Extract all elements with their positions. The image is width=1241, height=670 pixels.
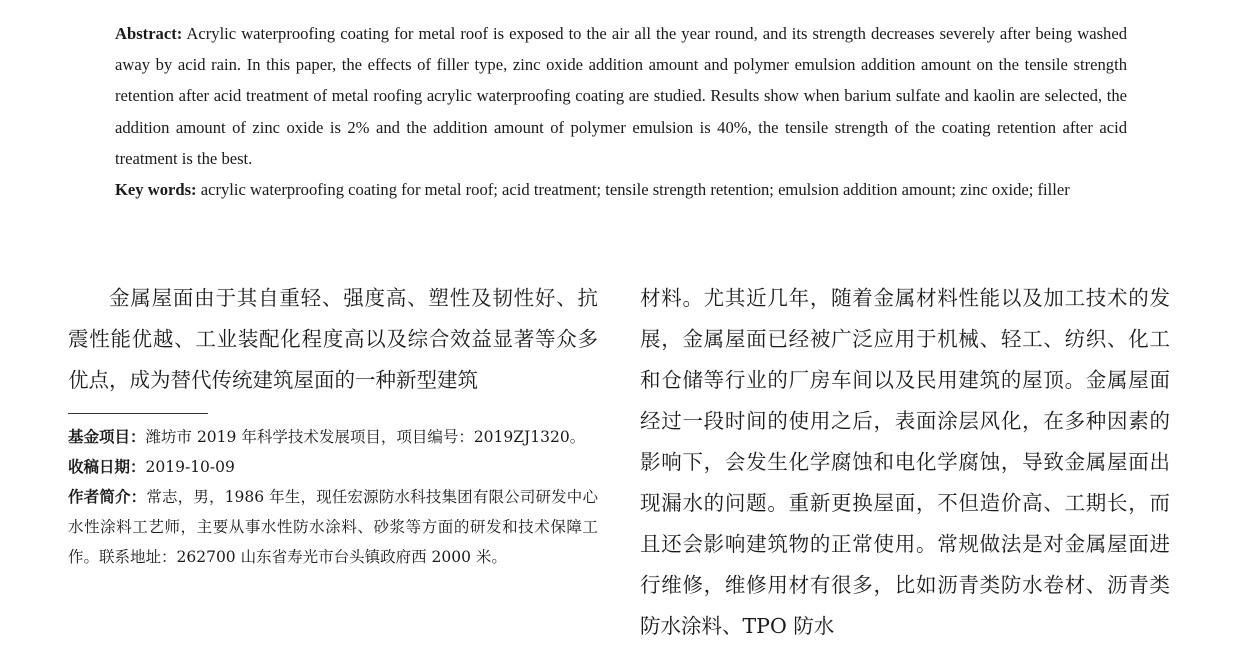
abstract-section — [115, 18, 1127, 205]
footnote-divider — [68, 413, 208, 414]
abstract-text: Acrylic waterproofing coating for metal roof is exposed to the air all the year round, and its strength decreases severely after being washed away by acid rain. In this paper, the effects of filler type, zinc oxide addition amount and polymer emulsion addition amount on the tensile strength retention after acid treatment of metal roofing acrylic waterproofing coating are studied. Results show when barium sulfate and kaolin are selected, the addition amount of zinc oxide is 2% and the addition amount of polymer emulsion is 40%, the tensile strength of the coating retention after acid treatment is the best. — [115, 24, 1127, 168]
author-text: 常志，男，1986 年生，现任宏源防水科技集团有限公司研发中心水性涂料工艺师，主要从事水性防水涂料、砂浆等方面的研发和技术保障工作。联系地址：262700 山东省寿光市台头镇政府西 2000 米。 — [68, 488, 598, 566]
author-footnote — [68, 482, 598, 572]
fund-label: 基金项目： — [68, 428, 146, 446]
keywords-text: acrylic waterproofing coating for metal roof; acid treatment; tensile strength retention; emulsion addition amount; zinc oxide; filler — [196, 180, 1070, 200]
keywords-paragraph — [115, 174, 1127, 205]
fund-footnote — [68, 422, 598, 452]
abstract-paragraph — [115, 18, 1127, 174]
fund-text: 潍坊市 2019 年科学技术发展项目，项目编号：2019ZJ1320。 — [145, 428, 586, 446]
abstract-label: Abstract: — [115, 24, 183, 43]
left-column — [68, 278, 598, 572]
right-body-paragraph: 材料。尤其近几年，随着金属材料性能以及加工技术的发展，金属屋面已经被广泛应用于机械、轻工、纺织、化工和仓储等行业的厂房车间以及民用建筑的屋顶。金属屋面经过一段时间的使用之后，表面涂层风化，在多种因素的影响下，会发生化学腐蚀和电化学腐蚀，导致金属屋面出现漏水的问题。重新更换屋面，不但造价高、工期长，而且还会影响建筑物的正常使用。常规做法是对金属屋面进行维修，维修用材有很多，比如沥青类防水卷材、沥青类防水涂料、TPO 防水 — [640, 286, 1170, 638]
received-label: 收稿日期： — [68, 458, 146, 476]
received-footnote — [68, 452, 598, 482]
right-column — [640, 278, 1170, 647]
left-body-paragraph: 金属屋面由于其自重轻、强度高、塑性及韧性好、抗震性能优越、工业装配化程度高以及综合效益显著等众多优点，成为替代传统建筑屋面的一种新型建筑 — [68, 286, 598, 392]
keywords-label: Key words: — [115, 180, 197, 200]
author-label: 作者简介： — [68, 488, 147, 506]
received-text: 2019-10-09 — [145, 458, 235, 476]
